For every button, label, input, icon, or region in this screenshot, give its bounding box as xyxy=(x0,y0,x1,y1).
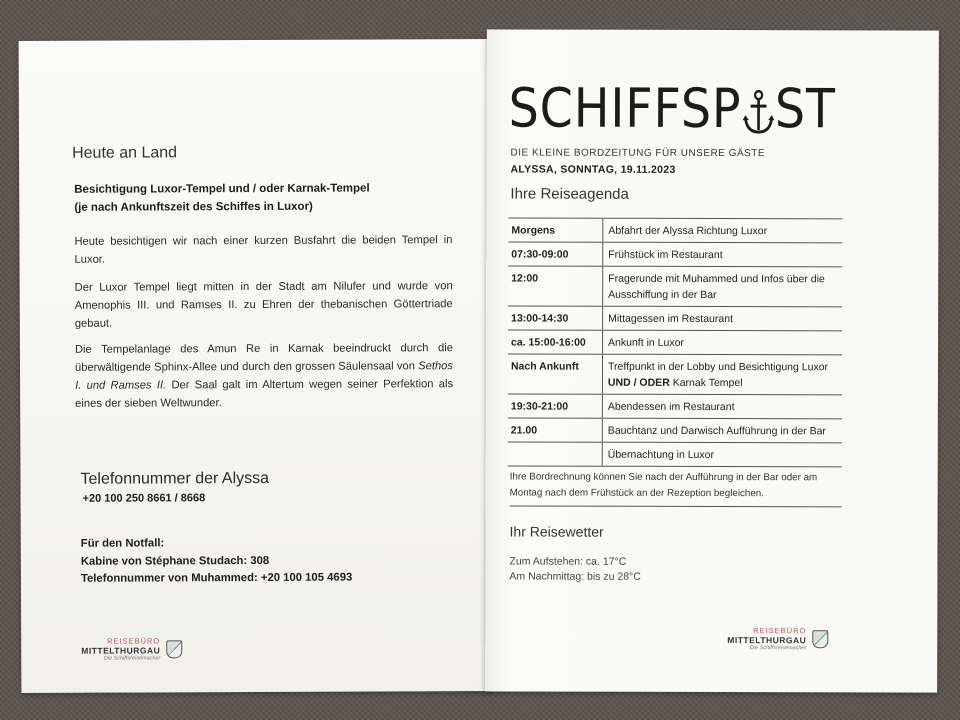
agency-logo-right xyxy=(727,626,828,651)
agenda-time xyxy=(508,442,603,466)
agenda-activity-bold: UND / ODER xyxy=(607,376,670,389)
paragraph-intro: Heute besichtigen wir nach einer kurzen Busfahrt die beiden Tempel in Luxor. xyxy=(74,234,453,266)
paragraph-karnak-italic: Sethos I. und Ramses II. xyxy=(75,360,454,392)
table-row xyxy=(508,442,842,467)
agenda-time: Nach Ankunft xyxy=(508,354,603,394)
agenda-activity-part1: Treffpunkt in der Lobby und Besichtigung Luxor xyxy=(607,360,829,374)
issue-line: ALYSSA, SONNTAG, 19.11.2023 xyxy=(510,163,676,176)
agenda-time: 19:30-21:00 xyxy=(508,394,603,418)
agenda-activity: Abendessen im Restaurant xyxy=(602,394,842,419)
paragraph-karnak-temple xyxy=(75,339,453,413)
logo-top-text: REISEBÜRO xyxy=(107,636,161,646)
logo-top-text: REISEBÜRO xyxy=(753,626,807,636)
table-row xyxy=(508,266,842,307)
masthead xyxy=(508,76,836,141)
agenda-heading: Ihre Reiseagenda xyxy=(510,185,629,203)
table-row xyxy=(508,330,842,355)
masthead-text-part1: SCHIFFSP xyxy=(508,76,742,141)
agenda-activity: Bauchtanz und Darwisch Aufführung in der Bar xyxy=(602,418,842,443)
left-heading: Heute an Land xyxy=(72,144,178,162)
tagline: DIE KLEINE BORDZEITUNG FÜR UNSERE GÄSTE xyxy=(510,147,766,160)
agenda-activity xyxy=(602,354,842,395)
logo-main-text: MITTELTHURGAU xyxy=(727,635,807,646)
agenda-activity: Frühstück im Restaurant xyxy=(603,242,843,267)
agenda-time: 07:30-09:00 xyxy=(508,242,603,266)
table-row xyxy=(508,242,842,267)
right-page xyxy=(485,29,939,692)
emergency-heading: Für den Notfall: xyxy=(80,537,165,550)
agenda-time: ca. 15:00-16:00 xyxy=(508,330,603,354)
paragraph-karnak-part2: Der Saal galt im Altertum wegen seiner Perfektion als eines der sieben Weltwunder. xyxy=(75,378,454,410)
weather-afternoon: Am Nachmittag: bis zu 28°C xyxy=(509,570,641,583)
agenda-activity: Übernachtung in Luxor xyxy=(602,442,842,467)
left-page xyxy=(19,39,494,693)
thurgau-crest-icon xyxy=(812,630,828,648)
weather-heading: Ihr Reisewetter xyxy=(509,523,604,540)
table-row xyxy=(508,306,842,331)
table-row xyxy=(508,394,842,419)
bill-note: Ihre Bordrechnung können Sie nach der Aufführung in der Bar oder am Montag nach dem Frühstück an der Rezeption begleichen. xyxy=(510,469,842,507)
agenda-activity: Abfahrt der Alyssa Richtung Luxor xyxy=(603,218,843,243)
excursion-subtitle-line2: (je nach Ankunftszeit des Schiffes in Luxor) xyxy=(74,200,313,214)
emergency-phone: Telefonnummer von Muhammed: +20 100 105 4693 xyxy=(80,571,353,585)
logo-sub-text: Die Schiffsreisemacher xyxy=(749,645,807,652)
agenda-activity: Mittagessen im Restaurant xyxy=(603,306,843,331)
weather-morning: Zum Aufstehen: ca. 17°C xyxy=(509,555,627,568)
agenda-time: Morgens xyxy=(508,218,603,242)
masthead-text-part2: ST xyxy=(774,77,836,141)
agenda-activity-part2: Karnak Tempel xyxy=(672,376,743,390)
table-row xyxy=(508,218,842,243)
agenda-time: 13:00-14:30 xyxy=(508,306,603,330)
agency-logo-left xyxy=(81,636,182,661)
agenda-time: 21.00 xyxy=(508,418,603,442)
table-row xyxy=(508,354,842,395)
phone-number: +20 100 250 8661 / 8668 xyxy=(82,492,206,505)
thurgau-crest-icon xyxy=(166,640,182,658)
phone-heading: Telefonnummer der Alyssa xyxy=(80,469,270,488)
agenda-table xyxy=(508,217,843,467)
agenda-time: 12:00 xyxy=(508,266,603,306)
anchor-icon xyxy=(741,88,775,136)
logo-main-text: MITTELTHURGAU xyxy=(81,645,161,656)
excursion-subtitle xyxy=(74,179,454,217)
excursion-subtitle-line1: Besichtigung Luxor-Tempel und / oder Karnak-Tempel xyxy=(74,182,370,196)
table-row xyxy=(508,418,842,443)
paragraph-luxor-temple: Der Luxor Tempel liegt mitten in der Stadt am Nilufer und wurde von Amenophis III. und Ramses II. zu Ehren der thebanischen Göttertriade gebaut. xyxy=(74,280,453,330)
paragraph-karnak-part1: Die Tempelanlage des Amun Re in Karnak beeindruckt durch die überwältigende Sphinx-Allee und durch den grossen Säulensaal von xyxy=(74,342,453,374)
logo-sub-text: Die Schiffsreisemacher xyxy=(103,655,161,662)
agenda-activity: Fragerunde mit Muhammed und Infos über die Ausschiffung in der Bar xyxy=(603,266,843,307)
emergency-cabin: Kabine von Stéphane Studach: 308 xyxy=(80,554,270,568)
agenda-activity: Ankunft in Luxor xyxy=(603,330,843,355)
